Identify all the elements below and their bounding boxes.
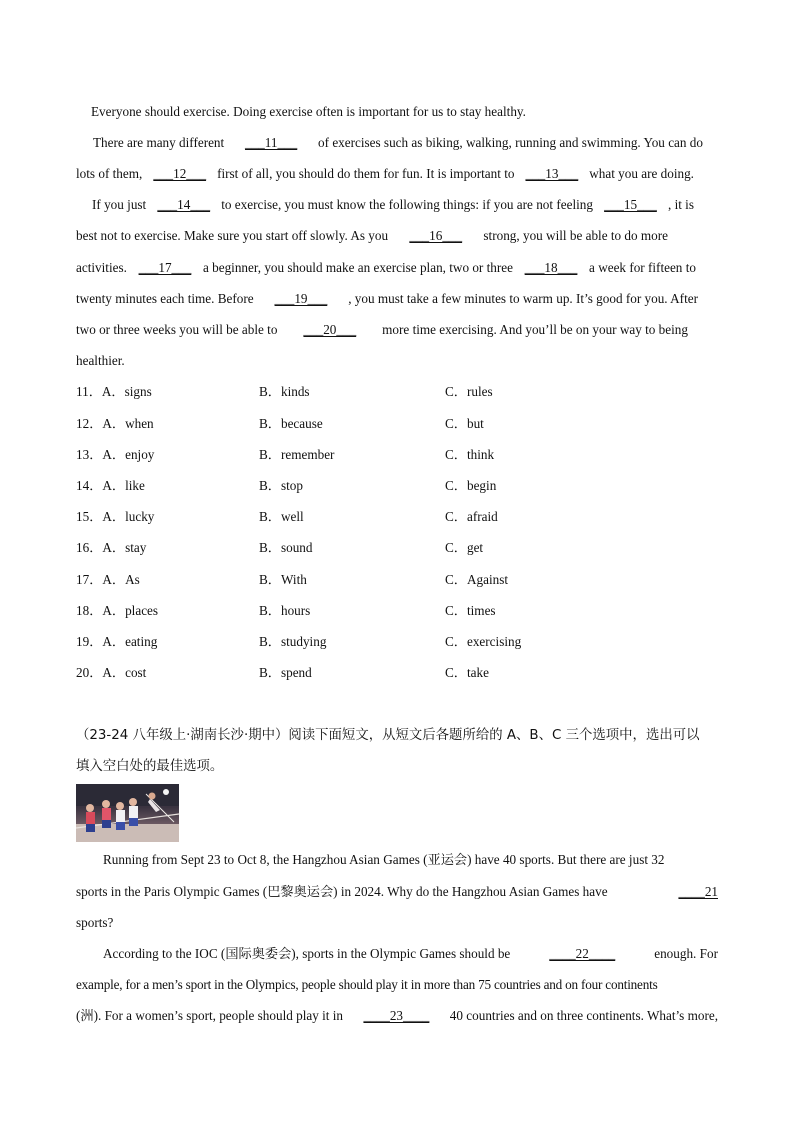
passage2-line-2: sports in the Paris Olympic Games (巴黎奥运会) in 2024. Why do the Hangzhou Asian Games have ____21 (76, 882, 718, 902)
option-c[interactable]: C．times (445, 603, 496, 618)
option-b[interactable]: B．spend (259, 665, 312, 680)
option-b[interactable]: B．With (259, 572, 307, 587)
blank-14[interactable]: ___14___ (157, 197, 211, 212)
passage2-line-5: example, for a men’s sport in the Olympics, people should play it in more than 75 countries and on four continents (76, 977, 658, 992)
option-a[interactable]: 20．A．cost (76, 665, 147, 680)
option-b[interactable]: B．remember (259, 447, 335, 462)
option-c[interactable]: C．exercising (445, 634, 522, 649)
passage-line-3: lots of them, ___12___ first of all, you should do them for fun. It is important to ___13___ what you are doing. (76, 164, 694, 184)
option-a[interactable]: 11．A．signs (76, 384, 152, 399)
option-c[interactable]: C．rules (445, 384, 493, 399)
blank-11[interactable]: ___11___ (244, 135, 298, 150)
passage-line-2: There are many different ___11___ of exercises such as biking, walking, running and swimming. You can do (93, 133, 703, 153)
option-a[interactable]: 19．A．eating (76, 634, 158, 649)
option-c[interactable]: C．get (445, 540, 484, 555)
blank-20[interactable]: ___20___ (303, 322, 357, 337)
passage-line-4: If you just ___14___ to exercise, you must know the following things: if you are not feeling ___15___ , it is (92, 195, 694, 215)
option-b[interactable]: B．well (259, 509, 304, 524)
blank-16[interactable]: ___16___ (409, 228, 463, 243)
option-b[interactable]: B．studying (259, 634, 327, 649)
passage-line-1: Everyone should exercise. Doing exercise often is important for us to stay healthy. (91, 104, 526, 119)
option-a[interactable]: 16．A．stay (76, 540, 147, 555)
passage-line-5: best not to exercise. Make sure you start off slowly. As you ___16___ strong, you will be able to do more (76, 226, 668, 246)
option-a[interactable]: 17．A．As (76, 572, 140, 587)
option-c[interactable]: C．take (445, 665, 489, 680)
option-b[interactable]: B．because (259, 416, 323, 431)
passage-line-7: twenty minutes each time. Before ___19___ , you must take a few minutes to warm up. It’s good for you. After (76, 289, 698, 309)
blank-12[interactable]: ___12___ (153, 166, 207, 181)
section-instruction-cont: 填入空白处的最佳选项。 (76, 759, 224, 774)
passage2-line-4: According to the IOC (国际奥委会), sports in the Olympic Games should be ____22____ enough. For (103, 944, 718, 964)
blank-13[interactable]: ___13___ (525, 166, 579, 181)
option-a[interactable]: 18．A．places (76, 603, 159, 618)
passage-line-9: healthier. (76, 353, 125, 368)
volleyball-photo-illustration (76, 784, 179, 842)
option-a[interactable]: 14．A．like (76, 478, 145, 493)
option-c[interactable]: C．begin (445, 478, 497, 493)
option-b[interactable]: B．stop (259, 478, 303, 493)
blank-18[interactable]: ___18___ (524, 260, 578, 275)
option-a[interactable]: 12．A．when (76, 416, 154, 431)
passage-line-8: two or three weeks you will be able to ___20___ more time exercising. And you’ll be on your way to being (76, 320, 688, 340)
passage2-line-6: (洲). For a women’s sport, people should play it in ____23____ 40 countries and on three continents. What’s more, (76, 1006, 718, 1026)
blank-17[interactable]: ___17___ (138, 260, 192, 275)
option-b[interactable]: B．hours (259, 603, 311, 618)
option-a[interactable]: 15．A．lucky (76, 509, 155, 524)
option-b[interactable]: B．kinds (259, 384, 310, 399)
passage2-line-3: sports? (76, 915, 114, 930)
blank-23[interactable]: ____23____ (363, 1008, 430, 1023)
option-c[interactable]: C．Against (445, 572, 509, 587)
section-instruction: （23-24 八年级上·湖南长沙·期中）阅读下面短文，从短文后各题所给的 A、B、C 三个选项中，选出可以 (76, 728, 700, 743)
passage2-line-1: Running from Sept 23 to Oct 8, the Hangzhou Asian Games (亚运会) have 40 sports. But there are just 32 (103, 852, 665, 867)
option-c[interactable]: C．afraid (445, 509, 498, 524)
blank-22[interactable]: ____22____ (549, 946, 616, 961)
option-b[interactable]: B．sound (259, 540, 313, 555)
option-a[interactable]: 13．A．enjoy (76, 447, 155, 462)
volleyball-photo (76, 784, 179, 842)
option-c[interactable]: C．but (445, 416, 484, 431)
blank-21[interactable]: ____21 (678, 884, 718, 899)
blank-19[interactable]: ___19___ (274, 291, 328, 306)
blank-15[interactable]: ___15___ (604, 197, 657, 212)
option-c[interactable]: C．think (445, 447, 495, 462)
passage-line-6: activities. ___17___ a beginner, you should make an exercise plan, two or three ___18___ a week for fifteen to (76, 258, 696, 278)
